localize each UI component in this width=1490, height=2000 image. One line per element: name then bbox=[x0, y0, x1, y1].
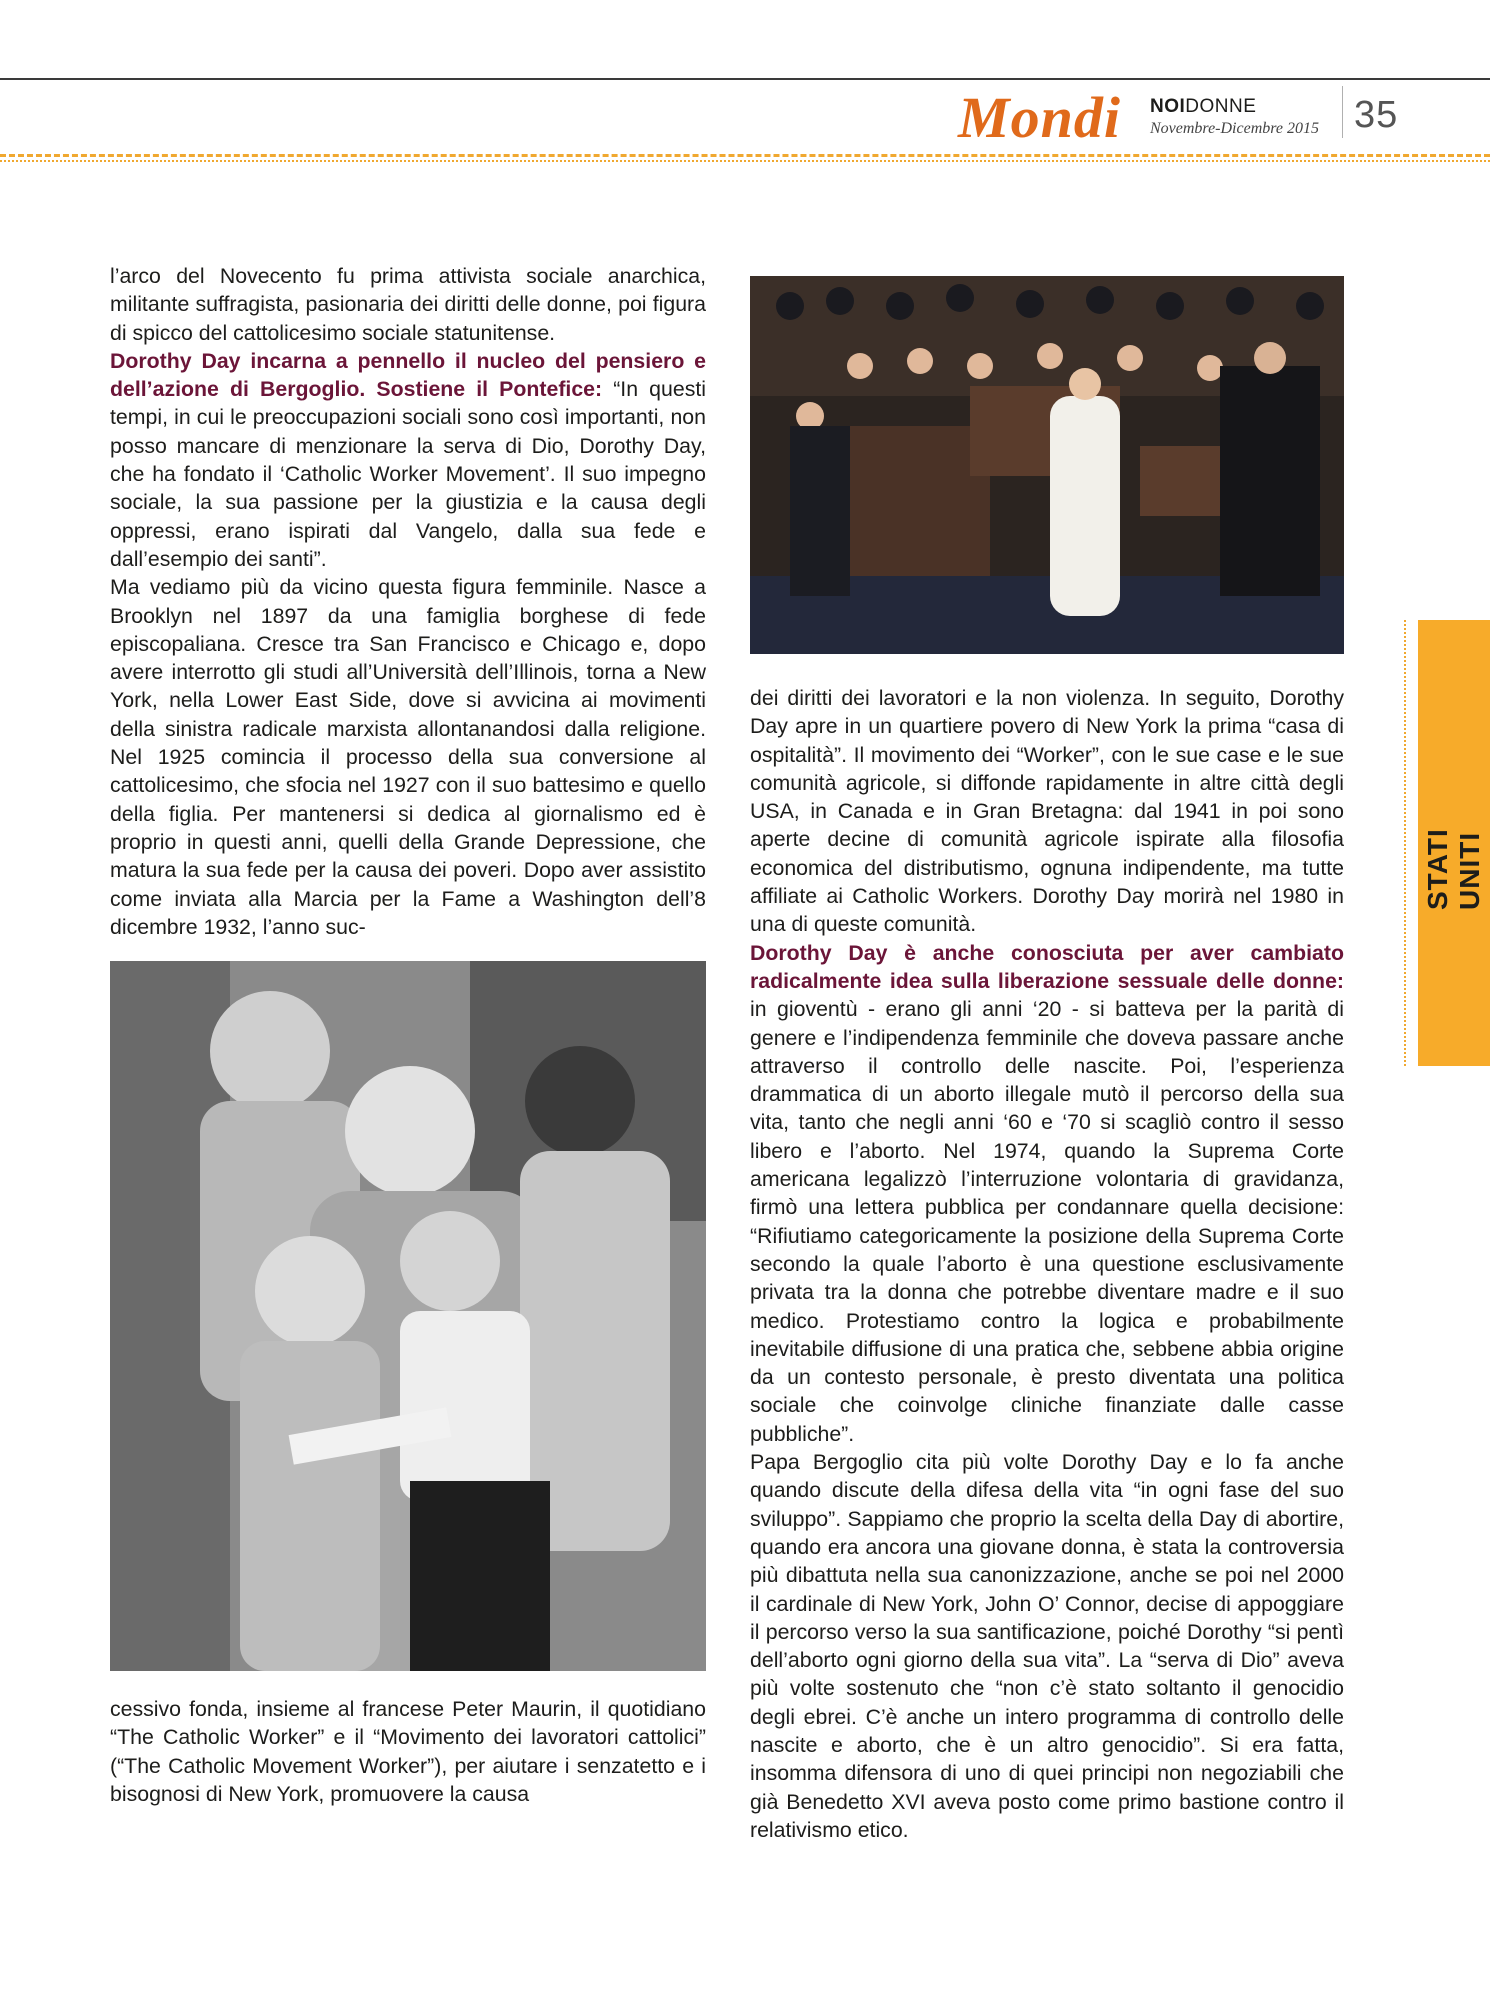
section-title: Mondi bbox=[958, 85, 1121, 150]
photo-pope-congress-illustration bbox=[750, 276, 1344, 654]
paragraph: dei diritti dei lavoratori e la non violenza. In seguito, Dorothy Day apre in un quartiere povero di New York la prima “casa di ospitalità”. Il movimento dei “Worker”, con le sue case e le sue comunità agricole, si diffonde rapidamente in altre città degli USA, in Canada e in Gran Bretagna: dal 1941 in poi sono aperte decine di comunità agricole ispirate alla filosofia economica del distributismo, ognuna indipendente, ma tutte affiliate ai Catholic Workers. Dorothy Day morirà nel 1980 in una di queste comunità. bbox=[750, 686, 1344, 937]
page-number: 35 bbox=[1354, 94, 1399, 136]
paragraph-text: “In questi tempi, in cui le preoccupazioni sociali sono così importanti, non posso mancare di menzionare la serva di Dio, Dorothy Day, che ha fondato il ‘Catholic Worker Movement’. Il suo impegno sociale, la sua passione per la giustizia e la causa degli oppressi, erano ispirati dal Vangelo, dalla sua fede e dall’esempio dei santi”. bbox=[110, 377, 706, 571]
photo-dorothy-day-children-illustration bbox=[110, 961, 706, 1671]
paragraph bbox=[110, 347, 706, 573]
column-1-bottom bbox=[110, 1695, 706, 1808]
side-tab-label: STATI UNITI bbox=[1422, 828, 1485, 910]
paragraph bbox=[750, 939, 1344, 1448]
issue-date: Novembre-Dicembre 2015 bbox=[1150, 120, 1319, 137]
photo-pope-congress bbox=[750, 276, 1344, 654]
side-tab-dotted-border bbox=[1404, 620, 1416, 1066]
paragraph-text: in gioventù - erano gli anni ‘20 - si batteva per la parità di genere e l’indipendenza femminile che doveva passare anche attraverso il controllo delle nascite. Poi, l’esperienza drammatica di un aborto illegale mutò il percorso della sua vita, tanto che negli anni ‘60 e ‘70 si scagliò contro il sesso libero e l’aborto. Nel 1974, quando la Suprema Corte americana legalizzò l’interruzione volontaria di gravidanza, firmò una lettera pubblica per condannare quella decisione: “Rifiutiamo categoricamente la posizione della Suprema Corte secondo la quale l’aborto è una questione esclusivamente privata tra la donna che potrebbe diventare madre e il suo medico. Protestiamo contro la logica e probabilmente inevitabile diffusione di una pratica che, sebbene abbia origine da un contesto personale, è presto diventata una politica sociale che coinvolge cliniche finanziate dalle casse pubbliche”. bbox=[750, 997, 1344, 1446]
paragraph: Papa Bergoglio cita più volte Dorothy Day e lo fa anche quando discute della difesa della vita “in ogni fase del suo sviluppo”. Sappiamo che proprio la scelta della Day di abortire, quando era ancora una giovane donna, è stata la controversia più dibattuta nella sua canonizzazione, anche se poi nel 2000 il cardinale di New York, John O’ Connor, decise di appoggiare il percorso verso la sua santificazione, poiché Dorothy “si pentì dell’aborto ogni giorno della sua vita”. La “serva di Dio” aveva più volte sostenuto che “non c’è stato soltanto il genocidio degli ebrei. C’è anche un intero programma di controllo delle nascite e aborto, che è un altro genocidio”. Si era fatta, insomma difensora di uno di quei principi non negoziabili che già Benedetto XVI aveva posto come primo bastione contro il relativismo etico. bbox=[750, 1450, 1344, 1842]
column-1-top bbox=[110, 262, 706, 941]
header-dotted-rule bbox=[0, 160, 1490, 162]
header-dashed-rule bbox=[0, 154, 1490, 157]
paragraph: l’arco del Novecento fu prima attivista sociale anarchica, militante suffragista, pasionaria dei diritti delle donne, poi figura di spicco del cattolicesimo sociale statunitense. bbox=[110, 264, 706, 345]
paragraph: Ma vediamo più da vicino questa figura femminile. Nasce a Brooklyn nel 1897 da una famiglia borghese di fede episcopaliana. Cresce tra San Francisco e Chicago e, dopo avere interrotto gli studi all’Università dell’Illinois, torna a New York, nella Lower East Side, dove si avvicina ai movimenti della sinistra radicale marxista allontanandosi dalla religione. Nel 1925 comincia il processo della sua conversione al cattolicesimo, che sfocia nel 1927 con il suo battesimo e quello della figlia. Per mantenersi si dedica al giornalismo ed è proprio in questi anni, quelli della Grande Depressione, che matura la sua fede per la causa dei poveri. Dopo aver assistito come inviata alla Marcia per la Fame a Washington dell’8 dicembre 1932, l’anno suc- bbox=[110, 575, 706, 939]
column-2 bbox=[750, 684, 1344, 1844]
highlight-lead: Dorothy Day incarna a pennello il nucleo del pensiero e dell’azione di Bergoglio. Sostiene il Pontefice: bbox=[110, 348, 706, 402]
photo-dorothy-day-children bbox=[110, 961, 706, 1671]
magazine-name-rest: DONNE bbox=[1185, 96, 1257, 117]
highlight-lead: Dorothy Day è anche conosciuta per aver cambiato radicalmente idea sulla liberazione sessuale delle donne: bbox=[750, 940, 1344, 993]
magazine-name-bold: NOI bbox=[1150, 96, 1186, 117]
paragraph: cessivo fonda, insieme al francese Peter Maurin, il quotidiano “The Catholic Worker” e il “Movimento dei lavoratori cattolici” (“The Catholic Movement Worker”), per aiutare i senzatetto e i bisognosi di New York, promuovere la causa bbox=[110, 1697, 706, 1806]
top-rule bbox=[0, 78, 1490, 80]
magazine-masthead bbox=[1150, 96, 1319, 138]
header-divider bbox=[1342, 86, 1343, 138]
